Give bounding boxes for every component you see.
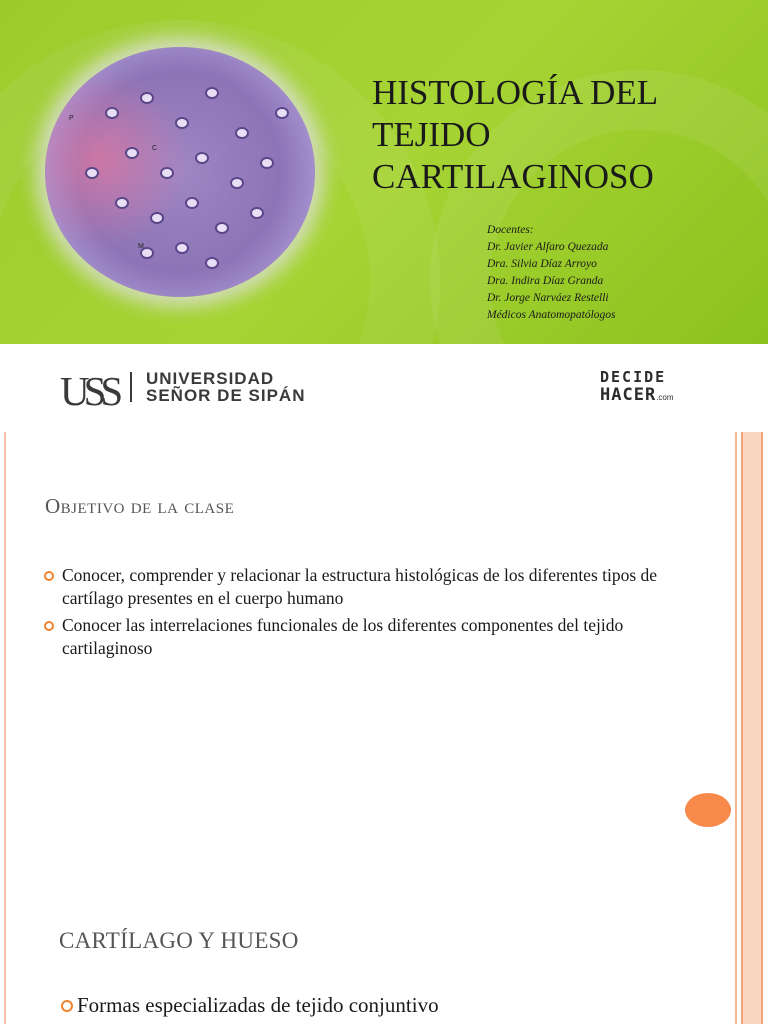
decide-logo-line2: HACER xyxy=(600,385,657,405)
list-item xyxy=(42,564,702,610)
slide-border-left xyxy=(4,432,6,864)
bullet-circle-icon xyxy=(44,621,54,631)
objectives-slide xyxy=(0,432,768,864)
slide-border-right xyxy=(735,864,737,1024)
university-name-line1: UNIVERSIDAD xyxy=(146,369,275,388)
list-item-text: Formas especializadas de tejido conjuntivo xyxy=(77,993,439,1017)
presentation-title xyxy=(372,72,762,198)
slide-heading: Objetivo de la clase xyxy=(45,494,235,518)
micrograph-label: P xyxy=(69,115,74,122)
cartilage-micrograph-image xyxy=(45,47,315,297)
decide-logo-line1: DECIDE xyxy=(600,368,667,386)
decide-hacer-logo xyxy=(600,368,674,407)
title-slide-background xyxy=(0,0,768,344)
content-list xyxy=(60,992,439,1018)
list-item-text: Conocer las interrelaciones funcionales de los diferentes componentes del tejido cartilaginoso xyxy=(62,615,624,658)
slide-border-right xyxy=(735,432,737,864)
title-line: TEJIDO xyxy=(372,115,491,154)
university-name-line2: SEÑOR DE SIPÁN xyxy=(146,386,306,405)
title-line: HISTOLOGÍA DEL xyxy=(372,73,659,112)
university-logo-text xyxy=(146,370,305,404)
teachers-list xyxy=(487,222,616,324)
teacher-name: Dra. Silvia Díaz Arroyo xyxy=(487,258,597,270)
slide-border-right-band xyxy=(741,432,763,864)
uss-logo-mark: USS xyxy=(60,368,118,414)
bullet-circle-icon xyxy=(61,1000,73,1012)
teachers-role: Médicos Anatomopatólogos xyxy=(487,309,616,321)
teacher-name: Dr. Jorge Narváez Restelli xyxy=(487,292,609,304)
objectives-list xyxy=(42,564,702,664)
list-item-text: Conocer, comprender y relacionar la estructura histológicas de los diferentes tipos de cartílago presentes en el cuerpo humano xyxy=(62,565,658,608)
teacher-name: Dr. Javier Alfaro Quezada xyxy=(487,241,609,253)
title-line: CARTILAGINOSO xyxy=(372,157,654,196)
slide-heading: CARTÍLAGO Y HUESO xyxy=(59,928,299,953)
slide-border-left xyxy=(4,864,6,1024)
decide-logo-suffix: .com xyxy=(656,393,674,402)
micrograph-label: C xyxy=(152,145,158,152)
teachers-heading: Docentes: xyxy=(487,224,534,236)
slide-border-right-band xyxy=(741,864,763,1024)
list-item xyxy=(42,614,702,660)
orange-circle-decoration xyxy=(685,793,731,827)
teacher-name: Dra. Indira Díaz Granda xyxy=(487,275,604,287)
logo-divider xyxy=(130,372,132,402)
title-slide xyxy=(0,0,768,432)
micrograph-label: M xyxy=(138,243,144,250)
list-item xyxy=(60,992,439,1018)
cartilage-bone-slide xyxy=(0,864,768,1024)
bullet-circle-icon xyxy=(44,571,54,581)
